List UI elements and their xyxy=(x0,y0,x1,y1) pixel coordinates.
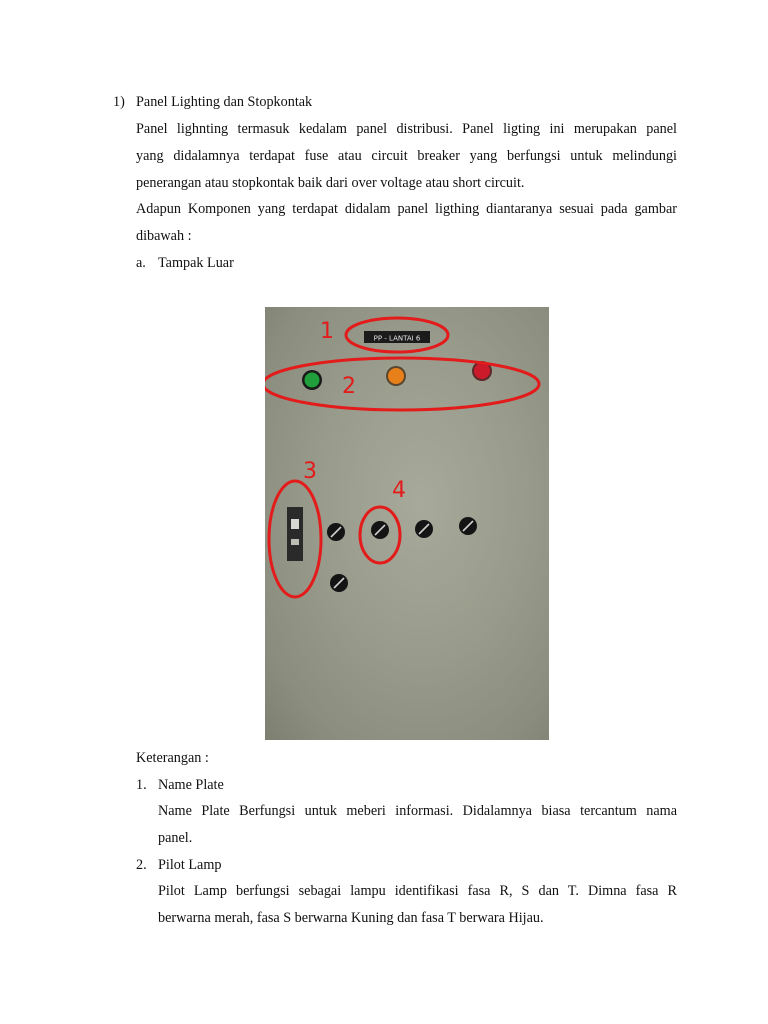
pilot-lamp-red xyxy=(474,363,490,379)
item-1-desc-line-2: panel. xyxy=(158,830,193,846)
name-plate-text: PP - LANTAI 6 xyxy=(373,334,421,343)
annotation-label-4: 4 xyxy=(392,478,406,503)
main-switch xyxy=(287,507,303,561)
panel-photo xyxy=(265,307,549,740)
selector-knob-3 xyxy=(415,520,433,538)
main-switch-window-2 xyxy=(291,539,299,545)
intro-line-5: dibawah : xyxy=(136,228,192,244)
item-2-desc-line-1: Pilot Lamp berfungsi sebagai lampu identifikasi fasa R, S dan T. Dimna fasa R xyxy=(158,883,677,899)
panel-illustration xyxy=(265,307,549,740)
item-2-title: Pilot Lamp xyxy=(158,857,222,873)
intro-line-1: Panel lighnting termasuk kedalam panel distribusi. Panel ligting ini merupakan panel xyxy=(136,121,677,137)
annotation-label-2: 2 xyxy=(342,374,356,399)
selector-knob-5 xyxy=(330,574,348,592)
selector-knob-1 xyxy=(327,523,345,541)
annotation-label-1: 1 xyxy=(320,319,334,344)
item-2-desc-line-2: berwarna merah, fasa S berwarna Kuning dan fasa T berwara Hijau. xyxy=(158,910,544,926)
pilot-lamp-green xyxy=(305,373,320,388)
item-1-desc-line-1: Name Plate Berfungsi untuk meberi informasi. Didalamnya biasa tercantum nama xyxy=(158,803,677,819)
subsection-title: Tampak Luar xyxy=(158,255,234,271)
subsection-letter: a. xyxy=(136,255,146,271)
selector-knob-4 xyxy=(459,517,477,535)
intro-line-2: yang didalamnya terdapat fuse atau circuit breaker yang berfungsi untuk melindungi xyxy=(136,148,677,164)
section-number: 1) xyxy=(113,94,125,110)
intro-line-4: Adapun Komponen yang terdapat didalam panel ligthing diantaranya sesuai pada gambar xyxy=(136,201,677,217)
intro-line-3: penerangan atau stopkontak baik dari over voltage atau short circuit. xyxy=(136,175,525,191)
pilot-lamp-orange xyxy=(388,368,404,384)
selector-knob-2 xyxy=(371,521,389,539)
section-title: Panel Lighting dan Stopkontak xyxy=(136,94,313,110)
item-2-number: 2. xyxy=(136,857,147,873)
keterangan-heading: Keterangan : xyxy=(136,750,209,766)
main-switch-window xyxy=(291,519,299,529)
item-1-title: Name Plate xyxy=(158,777,224,793)
annotation-label-3: 3 xyxy=(303,459,317,484)
item-1-number: 1. xyxy=(136,777,147,793)
